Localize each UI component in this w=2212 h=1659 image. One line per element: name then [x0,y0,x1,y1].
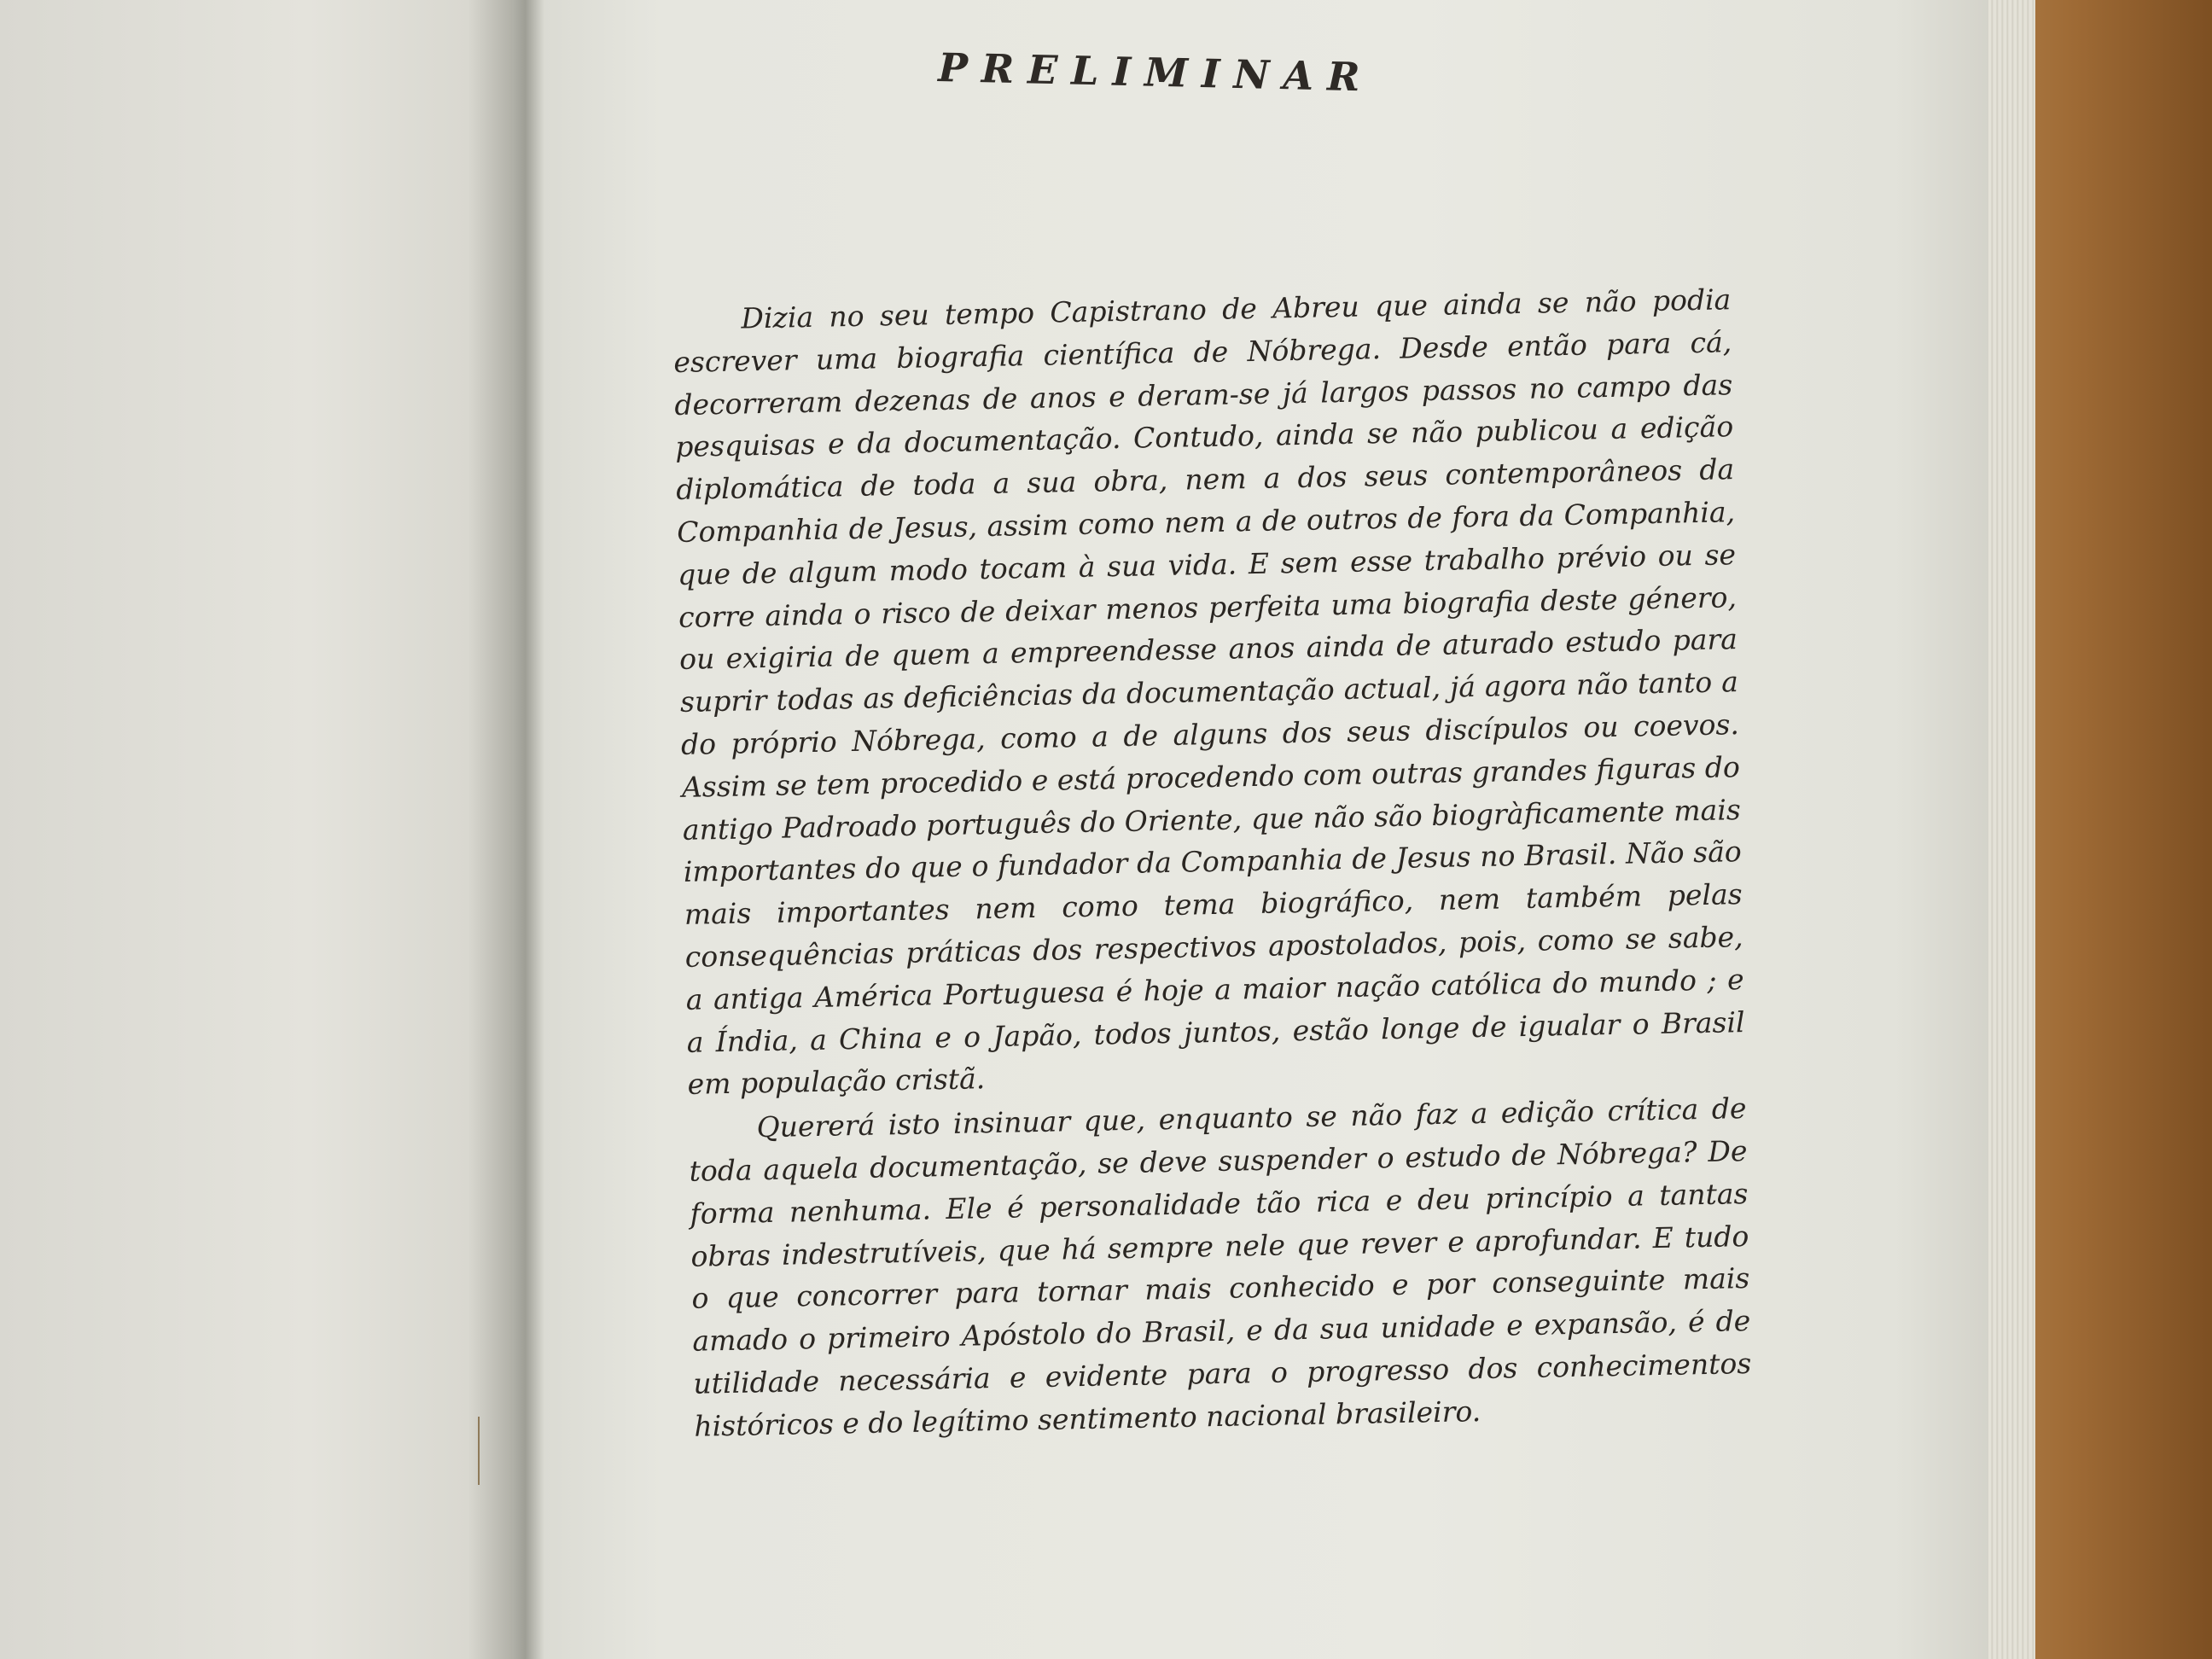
body-text [672,278,1753,1447]
paragraph-2: Quererá isto insinuar que, enquanto se não faz a edição crítica de toda aquela documentação, se deve suspender o estudo de Nóbrega? De forma nenhuma. Ele é personalidade tão rica e deu princípio a tantas obras indestrutíveis, que há sempre nele que rever e aprofundar. E tudo o que concorrer para tornar mais conhecido e por conseguinte mais amado o primeiro Apóstolo do Brasil, e da sua unidade e expansão, é de utilidade necessária e evidente para o progresso dos conhecimentos históricos e do legítimo sentimento nacional brasileiro. [689,1091,1752,1443]
book-gutter [468,0,544,1659]
binding-thread [478,1417,480,1485]
page-heading: PRELIMINAR [937,44,1375,101]
left-page [0,0,512,1659]
paragraph-1: Dizia no seu tempo Capistrano de Abreu que ainda se não podia escrever uma biografia científica de Nóbrega. Desde então para cá, decorreram dezenas de anos e deram-se já largos passos no campo das pesquisas e da documentação. Contudo, ainda se não publicou a edição diplomática de toda a sua obra, nem a dos seus contemporâneos da Companhia de Jesus, assim como nem a de outros de fora da Companhia, que de algum modo tocam à sua vida. E sem esse trabalho prévio ou se corre ainda o risco de deixar menos perfeita uma biografia deste género, ou exigiria de quem a empreendesse anos ainda de aturado estudo para suprir todas as deficiências da documentação actual, já agora não tanto a do próprio Nóbrega, como a de alguns dos seus discípulos ou coevos. Assim se tem procedido e está procedendo com outras grandes figuras do antigo Padroado português do Oriente, que não são biogràficamente mais importantes do que o fundador da Companhia de Jesus no Brasil. Não são mais importantes nem como tema biográfico, nem também pelas consequências práticas dos respectivos apostolados, pois, como se sabe, a antiga América Portuguesa é hoje a maior nação católica do mundo ; e a Índia, a China e o Japão, todos juntos, estão longe de igualar o Brasil em população cristã. [673,282,1745,1102]
page-stack-edge [1988,0,2035,1659]
